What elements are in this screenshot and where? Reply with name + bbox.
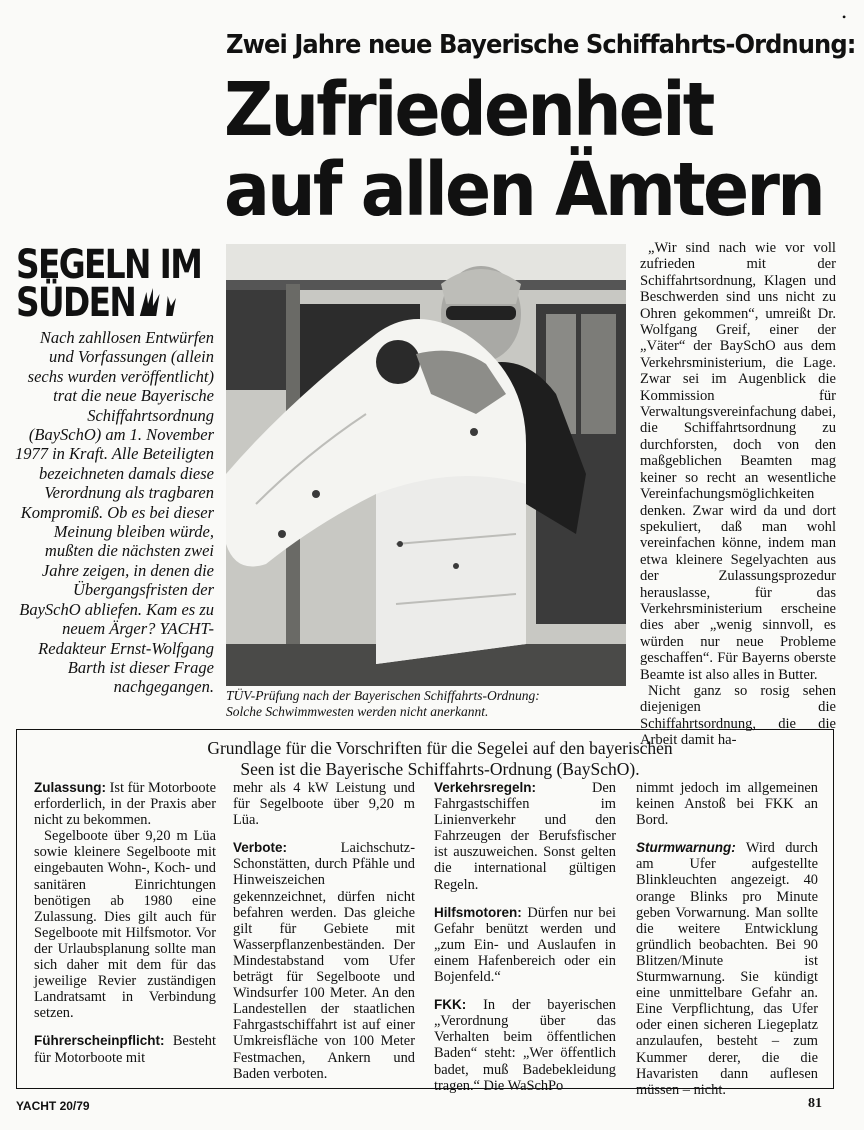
- info-item-fkk: FKK: In der bayerischen „Verordnung über das Verhalten beim öffentlichen Baden“ steht: „Wer öffentlich badet, muß Badebekleidung tragen.“ Die WaSchPo: [434, 997, 616, 1094]
- info-item-hilfsmotoren: Hilfsmotoren: Dürfen nur bei Gefahr benützt werden und „zum Ein- und Auslaufen in einem Hafenbereich oder ein Bojenfeld.“: [434, 904, 616, 986]
- section-label-line-2: SÜDEN: [16, 280, 136, 326]
- info-column-1: [34, 780, 216, 1078]
- section-label-line-1: SEGELN IM: [16, 242, 202, 288]
- article-body-column: [640, 240, 836, 749]
- body-paragraph: „Wir sind nach wie vor voll zufrieden mit der Schiffahrtsordnung, Klagen und Beschwerden sind uns nicht zu Ohren gekommen“, umreißt Dr. Wolfgang Greif, einer der „Väter“ der BaySchO aus dem Verkehrsministerium, die Lage. Zwar sei im Augenblick die Kommission für Verwaltungsvereinfachung dabei, die Schiffahrtsordnung zu durchforsten, doch von den maßgeblichen Beamten mag keiner so recht an wesentliche Vereinfachungsmöglichkeiten denken. Zwar wird da und dort spekuliert, daß man wohl vereinfachen könne, indem man etwa kleinere Segelyachten aus der Zulassungsprozedur herauslasse, für das Verkehrsministerium erscheine dies aber „wenig sinnvoll, es würden nur neue Probleme geschaffen“. Für Bayerns oberste Beamte ist also alles in Butter.: [640, 240, 836, 683]
- article-photo: [226, 244, 626, 686]
- info-item-heading: Zulassung:: [34, 780, 107, 795]
- info-item-heading: Verkehrsregeln:: [434, 780, 537, 795]
- corner-mark: •: [842, 10, 847, 24]
- info-item-heading: Verbote:: [233, 840, 288, 856]
- issue-label: YACHT 20/79: [16, 1099, 90, 1113]
- info-box-title-line-2: Seen ist die Bayerische Schiffahrts-Ordnung (BaySchO).: [240, 759, 640, 779]
- caption-line-1: TÜV-Prüfung nach der Bayerischen Schiffahrts-Ordnung:: [226, 688, 540, 703]
- info-box-title-line-1: Grundlage für die Vorschriften für die Segelei auf den bayerischen: [207, 738, 673, 758]
- headline-line-1: Zufriedenheit: [224, 67, 713, 153]
- photo-caption: [226, 688, 636, 720]
- info-box-title: [120, 738, 760, 780]
- info-item-verkehrsregeln: Verkehrsregeln: Den Fahrgastschiffen im Linienverkehr und den Fahrzeugen der Berufsfischer ist auszuweichen. Sonst gelten die international gültigen Regeln.: [434, 780, 616, 893]
- palm-logo-icon: [138, 284, 181, 318]
- lifejacket-photo: [226, 244, 626, 686]
- info-item-verbote: Verbote: Laichschutz-Schonstätten, durch Pfähle und Hinweiszeichen gekennzeichnet, dürfen nicht befahren werden. Das gleiche gilt für Gebiete mit Wasserpflanzenbeständen. Der Mindestabstand vom Ufer beträgt für Segelboote und Windsurfer 100 Meter. An den Landestellen der staatlichen Fahrgastschiffahrt ist auf einer Umkreisfläche von 100 Meter Festmachen, Ankern und Baden verboten.: [233, 840, 415, 1082]
- info-item-heading: Sturmwarnung:: [636, 840, 736, 856]
- body-paragraph: Nicht ganz so rosig sehen diejenigen die Schiffahrtsordnung, die die Arbeit damit ha-: [640, 682, 836, 749]
- info-column-4: [636, 780, 818, 1110]
- info-item-heading: Hilfsmotoren:: [434, 904, 522, 920]
- section-label: [16, 242, 202, 326]
- page-number: 81: [808, 1096, 822, 1111]
- info-column-3: [434, 780, 616, 1106]
- article-kicker: Zwei Jahre neue Bayerische Schiffahrts-Ordnung:: [226, 30, 856, 60]
- info-item-paragraph: mehr als 4 kW Leistung und für Segelboote über 9,20 m Lüa.: [233, 780, 415, 829]
- info-item-fuehrerschein: Führerscheinpflicht: Besteht für Motorboote mit: [34, 1033, 216, 1066]
- caption-line-2: Solche Schwimmwesten werden nicht anerkannt.: [226, 704, 489, 719]
- info-item-sturmwarnung: Sturmwarnung: Wird durch am Ufer aufgestellte Blinkleuchten angezeigt. 40 orange Blinks pro Minute geben Vorwarnung. Man sollte die weitere Entwicklung gründlich beobachten. Bei 90 Blitzen/Minute ist Sturmwarnung. Sie kündigt eine unmittelbare Gefahr an. Eine Verpflichtung, das Ufer oder einen sicheren Liegeplatz anzulaufen, besteht – zum Kummer derer, die die Havaristen dann auflesen müssen – nicht.: [636, 840, 818, 1098]
- info-item-paragraph: nimmt jedoch im allgemeinen keinen Anstoß bei FKK an Bord.: [636, 780, 818, 829]
- headline-line-2: auf allen Ämtern: [224, 147, 823, 233]
- info-item-zulassung: Zulassung: Ist für Motorboote erforderlich, in der Praxis aber nicht zu bekommen.: [34, 780, 216, 829]
- article-headline: [224, 67, 823, 233]
- intro-text: Nach zahllosen Entwürfen und Vorfassungen (allein sechs wurden veröffentlicht) trat die neue Bayerische Schiffahrtsordnung (BaySchO) am 1. November 1977 in Kraft. Alle Beteiligten bezeichneten damals diese Verordnung als tragbaren Kompromiß. Ob es bei dieser Meinung bleiben würde, mußten die nächsten zwei Jahre zeigen, in denen die Übergangsfristen der BaySchO abliefen. Kam es zu neuem Ärger? YACHT-Redakteur Ernst-Wolfgang Barth ist dieser Frage nachgegangen.: [14, 328, 214, 697]
- info-item-heading: Führerscheinpflicht:: [34, 1033, 165, 1049]
- info-item-heading: FKK:: [434, 997, 467, 1013]
- info-column-2: [233, 780, 415, 1094]
- info-item-paragraph: Segelboote über 9,20 m Lüa sowie kleinere Segelboote mit eingebauten Wohn-, Koch- und sanitären Einrichtungen benötigen ab 1980 eine Zulassung. Dies gilt auch für Segelboote mit Hilfsmotor. Vor der Urlaubsplanung sollte man sich daher mit dem für das jeweilige Revier zuständigen Landratsamt in Verbindung setzen.: [34, 828, 216, 1022]
